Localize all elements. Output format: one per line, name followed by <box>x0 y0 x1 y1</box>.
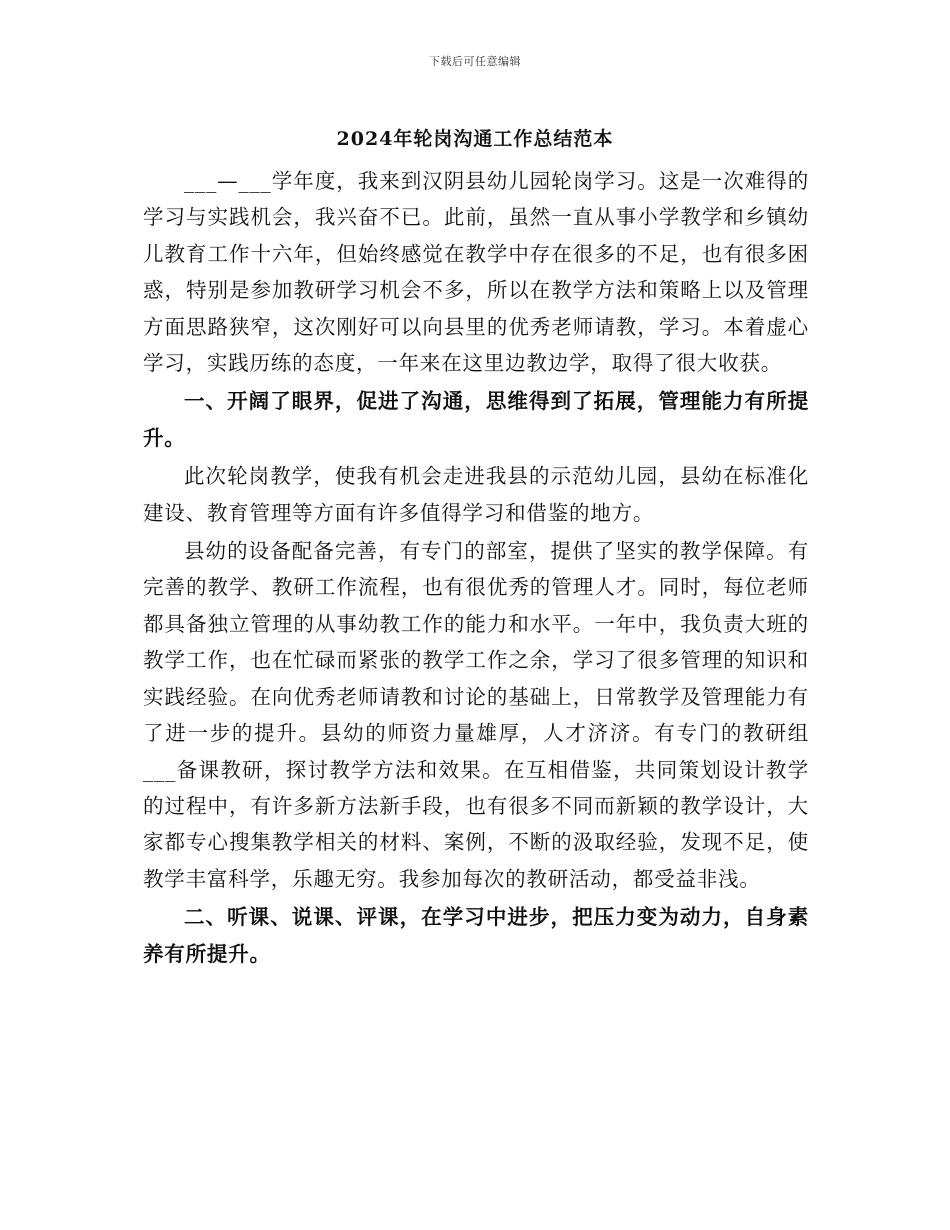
paragraph-equipment: 县幼的设备配备完善，有专门的部室，提供了坚实的教学保障。有完善的教学、教研工作流程，也有很优秀的管理人才。同时，每位老师都具备独立管理的从事幼教工作的能力和水平。一年中，我负责大班的教学工作，也在忙碌而紧张的教学工作之余，学习了很多管理的知识和实践经验。在向优秀老师请教和讨论的基础上，日常教学及管理能力有了进一步的提升。县幼的师资力量雄厚，人才济济。有专门的教研组___备课教研，探讨教学方法和效果。在互相借鉴，共同策划设计教学的过程中，有许多新方法新手段，也有很多不同而新颖的教学设计，大家都专心搜集教学相关的材料、案例，不断的汲取经验，发现不足，使教学丰富科学，乐趣无穷。我参加每次的教研活动，都受益非浅。 <box>143 539 809 891</box>
paragraph-rotation: 此次轮岗教学，使我有机会走进我县的示范幼儿园，县幼在标准化建设、教育管理等方面有许多值得学习和借鉴的地方。 <box>143 464 809 525</box>
document-title: 2024年轮岗沟通工作总结范本 <box>336 128 614 150</box>
section-heading-2: 二、听课、说课、评课，在学习中进步，把压力变为动力，自身素养有所提升。 <box>143 905 809 966</box>
section-heading-1: 一、开阔了眼界，促进了沟通，思维得到了拓展，管理能力有所提升。 <box>143 389 809 450</box>
paragraph-intro: ___—___学年度，我来到汉阴县幼儿园轮岗学习。这是一次难得的学习与实践机会，我兴奋不已。此前，虽然一直从事小学教学和乡镇幼儿教育工作十六年，但始终感觉在教学中存在很多的不足，也有很多困惑，特别是参加教研学习机会不多，所以在教学方法和策略上以及管理方面思路狭窄，这次刚好可以向县里的优秀老师请教，学习。本着虚心学习，实践历练的态度，一年来在这里边教边学，取得了很大收获。 <box>143 169 809 376</box>
header-note: 下载后可任意编辑 <box>429 55 521 68</box>
document-body <box>143 163 809 972</box>
